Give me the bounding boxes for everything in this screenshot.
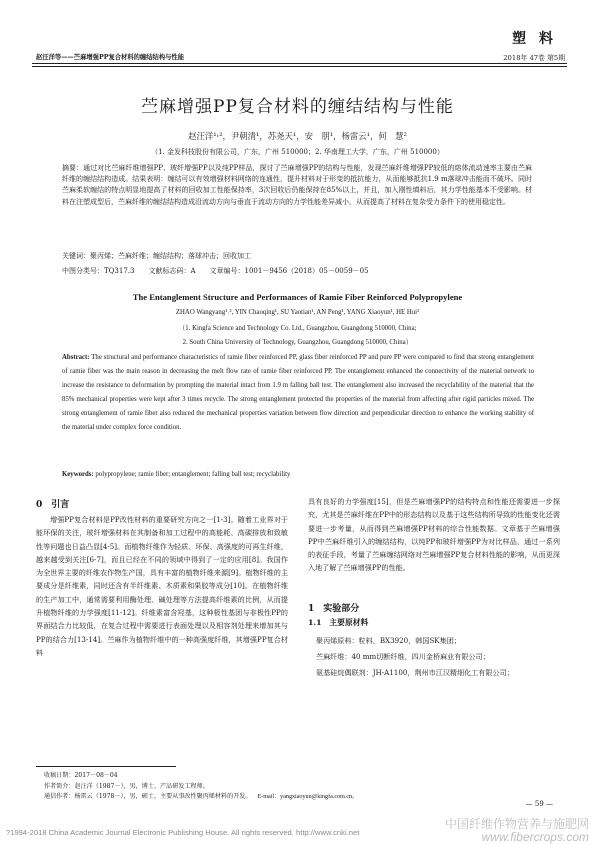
footnote-corresponding [44, 792, 564, 803]
abstract-en [62, 351, 534, 435]
abstract-en-label: Abstract: [62, 354, 90, 361]
section-heading-experimental: 1 实验部分 [308, 604, 360, 614]
header-rule [32, 63, 567, 64]
subsection-heading-materials: 1.1 主要原材料 [308, 618, 369, 627]
footnote-author-intro: 作者简介：赵汪洋（1987－），男，博士，产品研发工程师。 [44, 782, 209, 790]
material-item: 聚丙烯原料：粒料，BX3920，韩国SK集团； [316, 636, 461, 645]
intro-text-right: 具有良好的力学强度[15]，但是苎麻增强PP的结构特点和性能还需要进一步探究，尤其是苎麻纤维在PP中的形态结构以及基于这些结构所导致的性能变化还需要进一步考量，从而得到苎麻增强PP材料的综合性能数据。文章基于苎麻增强PP中苎麻纤维引入的缠结结构，以纯PP和玻纤增强PP为对比样品，通过一系列的表征手段，考量了苎麻缠结网络对苎麻增强PP复合材料性能的影响，从而更深入地了解了苎麻增强PP的性能。 [308, 497, 560, 573]
materials-list [316, 633, 560, 681]
intro-text-left: 增强PP复合材料是PP改性材料的重要研究方向之一[1-3]。随着工业界对于能环保的关注，玻纤增强材料在其制备和加工过程中的高能耗、高碳排放和致敏性等问题也日益凸显[4-5]。而植物纤维作为轻质、环保、高强度的可再生纤维，越来越受到关注[6-7]，而且已经在不同的领域中得到了一定的应用[8]。我国作为全世界主要的纤维农作物生产国，具有丰富的植物纤维来源[9]。植物纤维的主要成分是纤维素，同时还含有半纤维素、木质素和果胶等成分[10]。在植物纤维的生产加工中，通常需要利用酶处理、碱处理等方法提高纤维素的比例，从而提升植物纤维的力学强度[11-12]。纤维素富含羟基，这种极性基团与非极性PP的界面结合力比较低，在复合过程中需要进行表面处理以及相容剂处理来增加其与PP的结合力[13-14]。苎麻作为植物纤维中的一种高强度纤维，其增强PP复合材料 [36, 515, 288, 657]
watermark-line1: 中国纤维作物营养与施肥网 [444, 817, 589, 831]
authors-cn: 赵汪洋¹˒²，尹朝清¹，苏尧天¹，安 朋¹，杨雷云¹，何 慧² [188, 131, 407, 141]
footnote-rule [36, 766, 176, 767]
intro-paragraph-left [36, 513, 288, 659]
paper-title-en: The Entanglement Structure and Performances of Ramie Fiber Reinforced Polypropylene [132, 292, 463, 302]
material-item: 氨基硅烷偶联剂：JH-A1100，荆州市江汉精细化工有限公司； [316, 668, 514, 677]
authors-en: ZHAO Wangyang¹˒², YIN Chaoqing¹, SU Yaotian¹, AN Peng¹, YANG Xiaoyun¹, HE Hui² [175, 309, 420, 316]
affiliation-en-1: （1. Kingfa Science and Technology Co. Ltd., Guangzhou, Guangdong 510000, China; [178, 325, 417, 332]
footnote [44, 771, 564, 803]
footnote-email: E-mail：yangxiaoyun@kingfa.com.cn。 [257, 794, 359, 800]
watermark [445, 818, 589, 844]
page-number: — 59 — [525, 800, 553, 808]
material-item: 苎麻纤维：40 mm切断纤维，四川金桥麻业有限公司； [316, 652, 490, 661]
footnote-received: 收稿日期：2017－08－04 [44, 772, 118, 779]
affiliation-cn: （1. 金发科技股份有限公司，广东，广州 510000；2. 华南理工大学，广东，广州 510000） [151, 148, 444, 156]
copyright-notice: ?1994-2018 China Academic Journal Electronic Publishing House. All rights reserved. http://www.cnki.net [6, 828, 360, 837]
header-rule-thin [32, 66, 567, 67]
intro-paragraph-right [308, 495, 560, 575]
running-title: 赵汪洋等——苎麻增强PP复合材料的缠结结构与性能 [36, 54, 185, 61]
issue-info: 2018年 47卷 第5期 [503, 54, 565, 62]
journal-name: 塑 料 [512, 31, 557, 47]
keywords-en-label: Keywords: [62, 471, 94, 478]
paper-title-cn: 苎麻增强PP复合材料的缠结结构与性能 [141, 97, 454, 117]
keywords-en-text: polypropylene; ramie fiber; entanglement; falling ball test; recyclability [93, 471, 291, 478]
footnote-corresponding-text: 通信作者：杨雷云（1978－），男，硕士，主要从事改性聚丙烯材料的开发。 [44, 793, 252, 800]
watermark-line2: www.fibercrops.com [481, 830, 589, 844]
keywords-en [62, 471, 534, 478]
keywords-cn: 关键词：聚丙烯；苎麻纤维；缠结结构；落球冲击；回收加工 [62, 252, 251, 260]
section-heading-intro: 0 引言 [36, 500, 70, 510]
classification-cn: 中图分类号：TQ317.3 文献标志码：A 文章编号：1001－9456（2018）05－0059－05 [62, 267, 369, 275]
abstract-cn: 摘要：通过对比苎麻纤维增强PP、玻纤增强PP以及纯PP样品，探讨了苎麻增强PP的结构与性能，发现苎麻纤维增强PP较低的熔体流动速率主要由苎麻纤维的缠结结构造成。结果表明：缠结可以有效增强材料网络的连通性，提升材料对于形变的抵抗能力，从而能够抵抗1.9 m落球冲击能而不破坏。同时苎麻柔软缠结的特点明显地提高了材料的回收加工性能保持率，3次回收后仍能保持在85%以上，并且，加入刚性填料后，其力学性能基本不受影响。材料在注塑成型后，苎麻纤维的缠结结构造成沿流动方向与垂直于流动方向的力学性能差异减小，从而提高了材料在复杂受力条件下的使用稳定性。 [62, 164, 532, 206]
abstract-en-text: The structural and performance characteristics of ramie fiber reinforced PP, glass fiber reinforced PP and pure PP were compared to find that strong entanglement of ramie fiber was the main reason in decreasing the melt flow rate of ramie fiber reinforced PP. The entanglement enhanced the connectivity of the material network to increase the resistance to deformation by prompting the material intact from 1.9 m falling ball test. The entanglement also increased the recyclability of the material that the 85% mechanical properties were kept after 3 times recycle. The strong entanglement protected the properties of the material from affecting after rigid particles mixed. The strong entanglement of ramie fiber also reduced the mechanical properties variation between flow direction and perpendicular direction to enhance the working stability of the material under complex force condition. [62, 354, 534, 431]
affiliation-en-2: 2. South China University of Technology, Guangzhou, Guangdong 510000, China） [182, 339, 413, 346]
